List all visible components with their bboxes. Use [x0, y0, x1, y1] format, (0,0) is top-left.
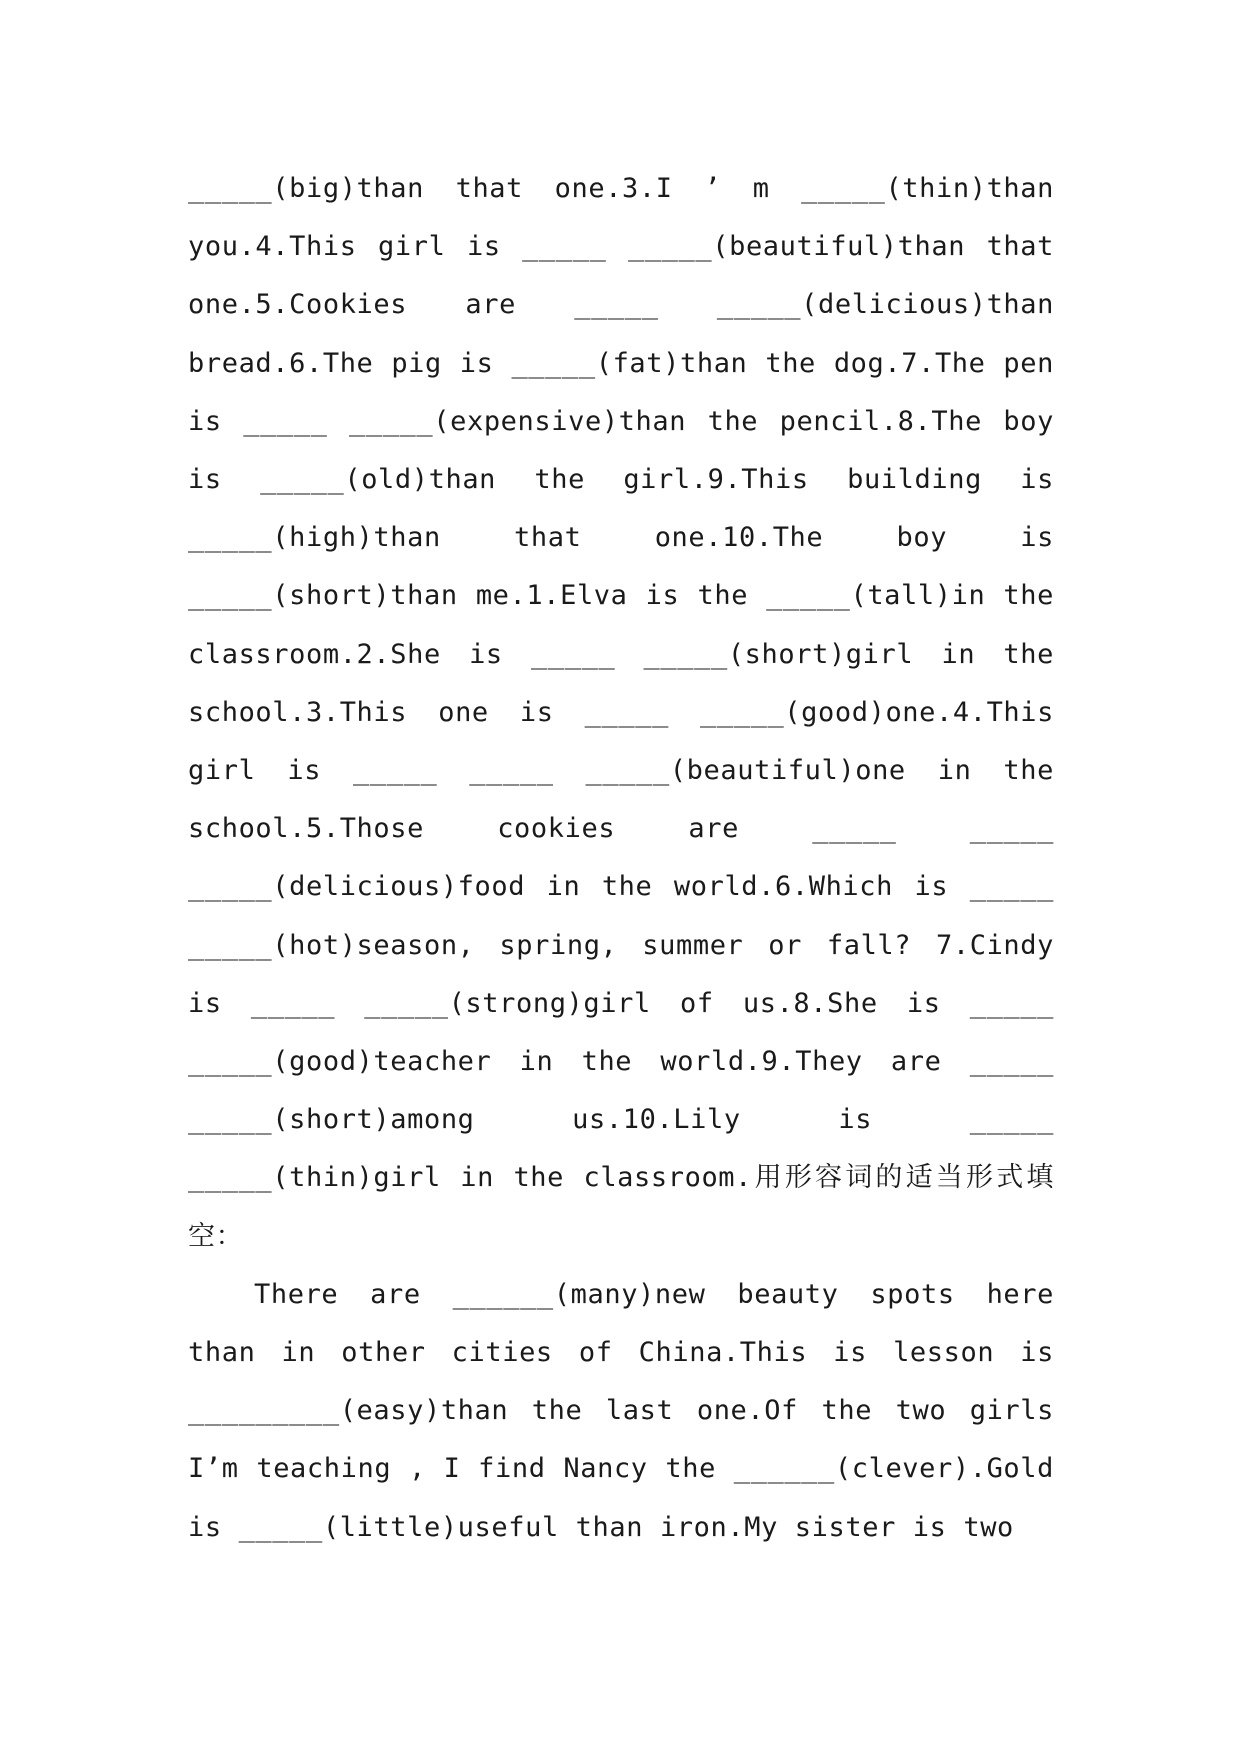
exercise-paragraph-2: There are ______(many)new beauty spots here than in other cities of China.This is lesson is _________(easy)than the last one.Of the two girls I’m teaching , I find Nancy the ______(clever).Gold is _____(little)useful than iron.My sister is two — [188, 1278, 1054, 1543]
document-body — [188, 160, 1054, 1557]
exercise-paragraph: _____(big)than that one.3.I ’ m _____(thin)than you.4.This girl is _____ _____(beautiful)than that one.5.Cookies are _____ _____(delicious)than bread.6.The pig is _____(fat)than the dog.7.The pen is _____ _____(expensive)than the pencil.8.The boy is _____(old)than the girl.9.This building is _____(high)than that one.10.The boy is _____(short)than me.1.Elva is the _____(tall)in the classroom.2.She is _____ _____(short)girl in the school.3.This one is _____ _____(good)one.4.This girl is _____ _____ _____(beautiful)one in the school.5.Those cookies are _____ _____ _____(delicious)food in the world.6.Which is _____ _____(hot)season, spring, summer or fall? 7.Cindy is _____ _____(strong)girl of us.8.She is _____ _____(good)teacher in the world.9.They are _____ _____(short)among us.10.Lily is _____ _____(thin)girl in the classroom.用形容词的适当形式填空： — [188, 173, 1054, 1252]
